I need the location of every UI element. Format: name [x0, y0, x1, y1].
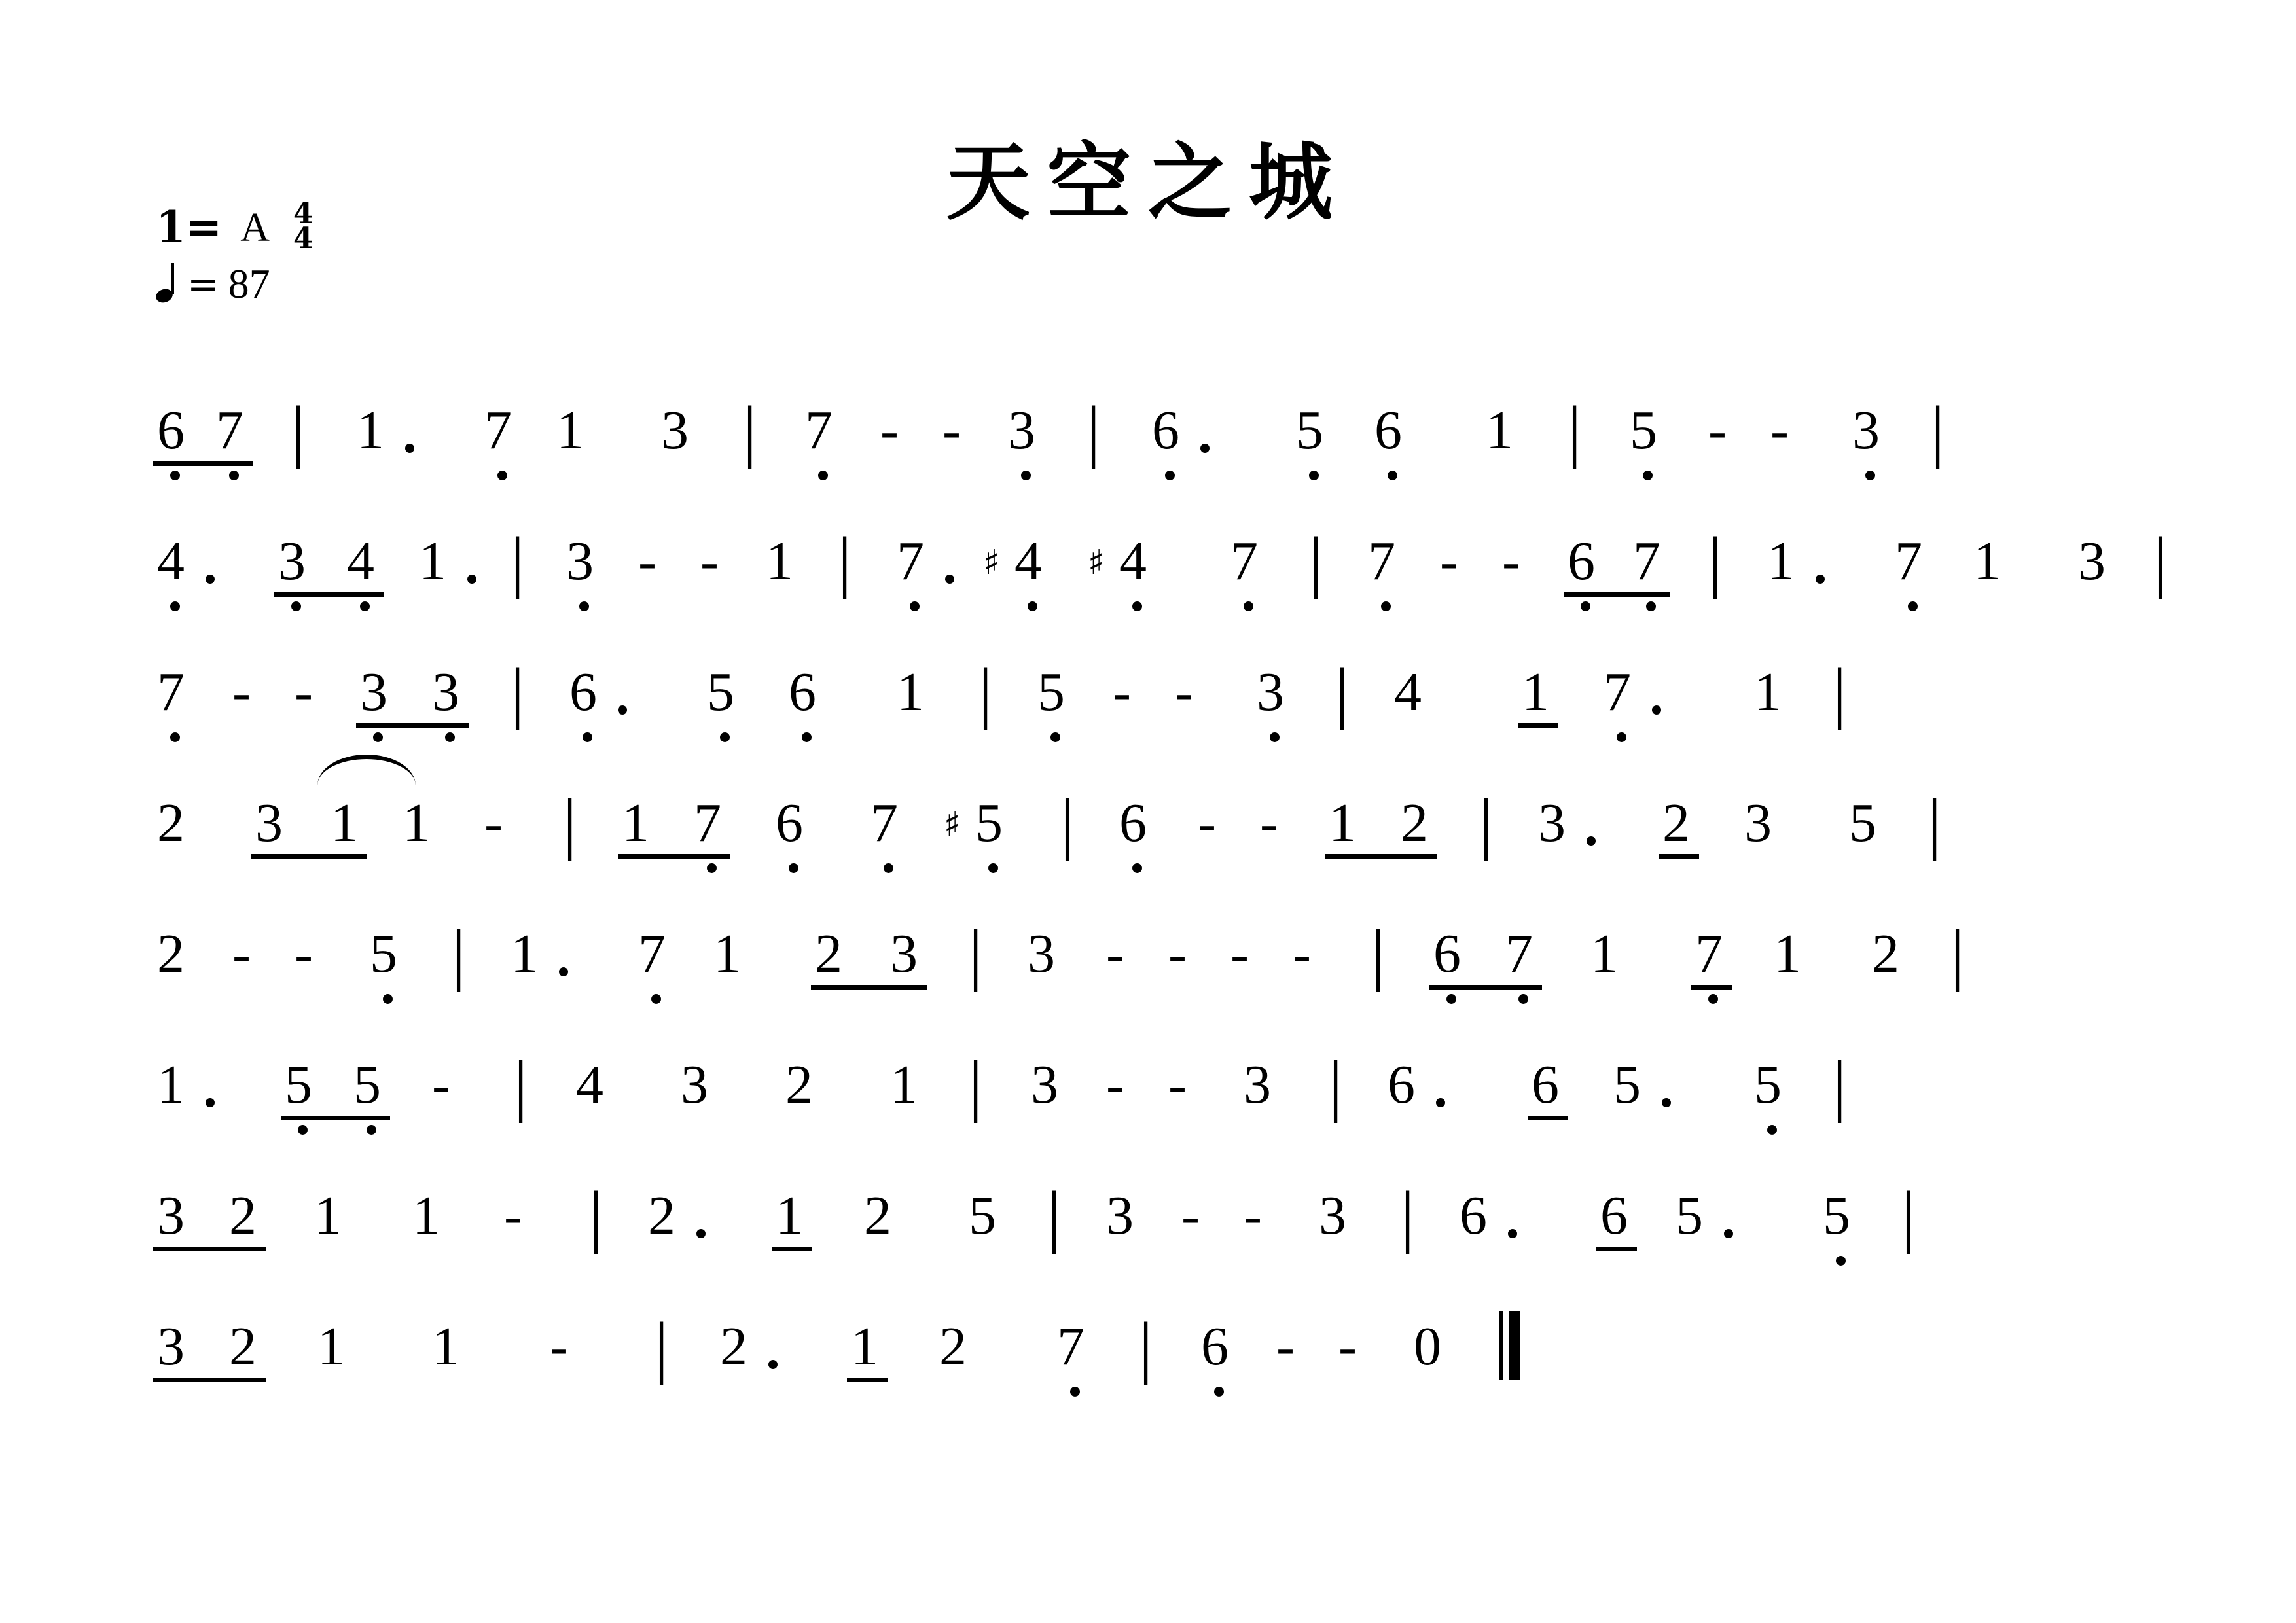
duration-dash: - [1181, 1185, 1200, 1246]
eighth-beam [847, 1378, 888, 1382]
barline: | [291, 392, 306, 469]
music-line-inner [157, 759, 2179, 890]
note-1: 1 [403, 793, 430, 853]
duration-dash: - [295, 923, 313, 984]
barline: | [2153, 523, 2168, 599]
score-header [156, 190, 314, 310]
octave-dot-low [720, 732, 730, 742]
octave-dot-low [445, 732, 455, 742]
augmentation-dot [696, 1229, 706, 1238]
octave-dot-low [1381, 601, 1391, 611]
barline: | [1047, 1177, 1062, 1254]
music-line [157, 1021, 2179, 1152]
octave-dot-low [1908, 601, 1918, 611]
note-3: 3 [432, 662, 459, 722]
barline: | [1568, 392, 1582, 469]
note-2: 2 [648, 1185, 675, 1246]
note-3: 3 [255, 793, 283, 853]
eighth-beam [356, 723, 469, 728]
note-1: 1 [766, 531, 793, 592]
barline: | [655, 1308, 669, 1385]
augmentation-dot [1587, 836, 1596, 846]
note-6: 6 [569, 662, 597, 722]
note-3: 3 [1106, 1185, 1134, 1246]
duration-dash: - [1113, 662, 1131, 722]
note-1: 1 [331, 793, 358, 853]
music-line-inner [157, 890, 2179, 1021]
note-1: 1 [776, 1185, 803, 1246]
note-5: 5 [1613, 1054, 1641, 1115]
note-1: 1 [419, 531, 446, 592]
note-5: 5 [1630, 400, 1657, 461]
octave-dot-low [789, 863, 798, 873]
octave-dot-low [884, 863, 893, 873]
octave-dot-low [1132, 863, 1142, 873]
duration-dash: - [1260, 793, 1278, 853]
eighth-beam [811, 985, 927, 990]
barline: | [1309, 523, 1323, 599]
key-value: A [240, 205, 270, 250]
note-0: 0 [1414, 1316, 1441, 1377]
music-line [157, 1152, 2179, 1283]
note-6: 6 [1388, 1054, 1415, 1115]
augmentation-dot [405, 444, 414, 453]
music-line [157, 366, 2179, 497]
octave-dot-low [383, 994, 393, 1004]
note-3: 3 [1852, 400, 1880, 461]
note-1: 1 [890, 1054, 918, 1115]
key-signature-row [156, 190, 314, 255]
duration-dash: - [232, 923, 251, 984]
note-1: 1 [713, 923, 741, 984]
barline: | [838, 523, 852, 599]
octave-dot-low [170, 601, 180, 611]
sharp-accidental-icon: ♯ [944, 805, 961, 844]
octave-dot-low [1021, 471, 1031, 480]
note-3: 3 [360, 662, 387, 722]
octave-dot-low [291, 601, 301, 611]
barline: | [589, 1177, 603, 1254]
note-6: 6 [776, 793, 803, 853]
octave-dot-low [1070, 1387, 1080, 1397]
note-2: 2 [939, 1316, 967, 1377]
duration-dash: - [1168, 1054, 1187, 1115]
octave-dot-low [497, 471, 507, 480]
note-3: 3 [566, 531, 594, 592]
octave-dot-low [1836, 1256, 1846, 1266]
note-7: 7 [1633, 531, 1660, 592]
note-1: 1 [412, 1185, 440, 1246]
note-4: 4 [157, 531, 185, 592]
augmentation-dot [206, 1098, 215, 1107]
octave-dot-low [1646, 601, 1656, 611]
octave-dot-low [1865, 471, 1875, 480]
octave-dot-low [802, 732, 812, 742]
note-1: 1 [511, 923, 538, 984]
music-line-inner [157, 628, 2179, 759]
barline: | [452, 916, 466, 992]
note-1: 1 [357, 400, 384, 461]
octave-dot-low [1617, 732, 1626, 742]
augmentation-dot [206, 575, 215, 584]
augmentation-dot [618, 705, 627, 715]
barline: | [1371, 916, 1386, 992]
note-5: 5 [1296, 400, 1323, 461]
barline: | [969, 1046, 983, 1123]
music-line-inner [157, 1152, 2179, 1283]
octave-dot-low [1309, 471, 1319, 480]
slur-arc [317, 755, 416, 785]
duration-dash: - [1770, 400, 1789, 461]
note-1: 1 [1590, 923, 1618, 984]
note-2: 2 [157, 793, 185, 853]
octave-dot-low [360, 601, 370, 611]
time-signature-denominator: 4 [293, 222, 314, 255]
barline: | [1479, 785, 1494, 861]
augmentation-dot [768, 1360, 778, 1369]
octave-dot-low [579, 601, 589, 611]
eighth-beam [772, 1247, 812, 1251]
note-3: 3 [157, 1316, 185, 1377]
octave-dot-low [1028, 601, 1037, 611]
note-1: 1 [1973, 531, 2001, 592]
octave-dot-low [373, 732, 383, 742]
eighth-beam [1564, 592, 1670, 597]
note-5: 5 [1849, 793, 1876, 853]
note-7: 7 [1895, 531, 1922, 592]
sharp-accidental-icon: ♯ [1088, 543, 1105, 582]
note-3: 3 [1538, 793, 1566, 853]
music-line-inner [157, 366, 2179, 497]
duration-dash: - [232, 662, 251, 722]
note-7: 7 [216, 400, 243, 461]
duration-dash: - [700, 531, 719, 592]
music-line [157, 628, 2179, 759]
augmentation-dot [945, 575, 954, 584]
note-5: 5 [1676, 1185, 1703, 1246]
note-6: 6 [1152, 400, 1179, 461]
note-3: 3 [1744, 793, 1772, 853]
augmentation-dot [559, 967, 568, 976]
note-1: 1 [314, 1185, 342, 1246]
note-7: 7 [694, 793, 721, 853]
duration-dash: - [1168, 923, 1187, 984]
octave-dot-low [1214, 1387, 1224, 1397]
eighth-beam [1596, 1247, 1637, 1251]
note-1: 1 [1754, 662, 1782, 722]
duration-dash: - [1198, 793, 1216, 853]
duration-dash: - [550, 1316, 568, 1377]
note-2: 2 [1662, 793, 1690, 853]
eighth-beam [281, 1116, 390, 1120]
note-6: 6 [1201, 1316, 1229, 1377]
note-3: 3 [661, 400, 689, 461]
barline: | [1060, 785, 1075, 861]
barline: | [1931, 392, 1945, 469]
duration-dash: - [880, 400, 899, 461]
octave-dot-low [298, 1125, 308, 1135]
note-3: 3 [1008, 400, 1035, 461]
note-5: 5 [707, 662, 734, 722]
barline: | [511, 523, 525, 599]
note-5: 5 [285, 1054, 312, 1115]
duration-dash: - [484, 793, 503, 853]
octave-dot-low [651, 994, 661, 1004]
music-line-inner [157, 1283, 2179, 1414]
note-3: 3 [1244, 1054, 1271, 1115]
duration-dash: - [1106, 923, 1124, 984]
note-4: 4 [1014, 531, 1042, 592]
note-6: 6 [157, 400, 185, 461]
music-line [157, 759, 2179, 890]
duration-dash: - [1244, 1185, 1262, 1246]
duration-dash: - [942, 400, 961, 461]
augmentation-dot [467, 575, 476, 584]
octave-dot-low [367, 1125, 376, 1135]
note-6: 6 [1374, 400, 1402, 461]
barline: | [1901, 1177, 1916, 1254]
octave-dot-low [170, 732, 180, 742]
note-4: 4 [347, 531, 374, 592]
note-1: 1 [1774, 923, 1801, 984]
octave-dot-low [818, 471, 828, 480]
note-1: 1 [1486, 400, 1513, 461]
barline: | [743, 392, 757, 469]
eighth-beam [153, 1378, 266, 1382]
duration-dash: - [1440, 531, 1458, 592]
note-1: 1 [1767, 531, 1795, 592]
note-2: 2 [229, 1185, 257, 1246]
note-5: 5 [1823, 1185, 1850, 1246]
note-5: 5 [370, 923, 397, 984]
note-1: 1 [851, 1316, 878, 1377]
note-2: 2 [785, 1054, 813, 1115]
duration-dash: - [1502, 531, 1520, 592]
quarter-note-icon [156, 263, 182, 305]
note-7: 7 [805, 400, 833, 461]
note-6: 6 [1119, 793, 1147, 853]
octave-dot-low [1643, 471, 1653, 480]
note-3: 3 [890, 923, 918, 984]
barline: | [978, 654, 993, 730]
note-7: 7 [1230, 531, 1258, 592]
note-3: 3 [278, 531, 306, 592]
octave-dot-low [1767, 1125, 1777, 1135]
tempo-value: 87 [228, 260, 270, 307]
duration-dash: - [295, 662, 313, 722]
duration-dash: - [1230, 923, 1249, 984]
barline: | [1335, 654, 1350, 730]
note-7: 7 [157, 662, 185, 722]
augmentation-dot [1652, 705, 1661, 715]
augmentation-dot [1508, 1229, 1517, 1238]
augmentation-dot [1436, 1098, 1445, 1107]
note-5: 5 [353, 1054, 381, 1115]
eighth-beam [1659, 854, 1699, 859]
eighth-beam [153, 1247, 266, 1251]
eighth-beam [618, 854, 730, 859]
octave-dot-low [1708, 994, 1718, 1004]
note-1: 1 [1522, 662, 1549, 722]
barline: | [1139, 1308, 1153, 1385]
eighth-beam [1528, 1116, 1568, 1120]
eighth-beam [251, 854, 367, 859]
octave-dot-low [1270, 732, 1280, 742]
note-6: 6 [1600, 1185, 1628, 1246]
note-4: 4 [1119, 531, 1147, 592]
note-6: 6 [1532, 1054, 1559, 1115]
eighth-beam [1429, 985, 1542, 990]
note-6: 6 [1568, 531, 1595, 592]
note-2: 2 [1872, 923, 1899, 984]
note-2: 2 [229, 1316, 257, 1377]
barline: | [1401, 1177, 1415, 1254]
octave-dot-low [1518, 994, 1528, 1004]
octave-dot-low [1581, 601, 1590, 611]
barline: | [511, 654, 525, 730]
augmentation-dot [1816, 575, 1825, 584]
note-5: 5 [975, 793, 1003, 853]
octave-dot-low [1446, 994, 1456, 1004]
barline: | [563, 785, 577, 861]
music-line [157, 890, 2179, 1021]
barline: | [1833, 654, 1847, 730]
note-3: 3 [1028, 923, 1055, 984]
note-3: 3 [2078, 531, 2106, 592]
note-5: 5 [969, 1185, 996, 1246]
note-3: 3 [1257, 662, 1284, 722]
barline: | [969, 916, 983, 992]
note-1: 1 [317, 1316, 345, 1377]
time-signature-numerator: 4 [293, 197, 314, 230]
note-1: 1 [1329, 793, 1356, 853]
barline: | [1329, 1046, 1343, 1123]
note-7: 7 [1368, 531, 1395, 592]
octave-dot-low [583, 732, 592, 742]
note-7: 7 [1505, 923, 1533, 984]
note-4: 4 [576, 1054, 603, 1115]
eighth-beam [153, 461, 253, 466]
note-1: 1 [622, 793, 649, 853]
duration-dash: - [1338, 1316, 1357, 1377]
time-signature [270, 197, 314, 255]
music-line-inner [157, 497, 2179, 628]
music-line [157, 1283, 2179, 1414]
duration-dash: - [1293, 923, 1311, 984]
note-2: 2 [864, 1185, 891, 1246]
augmentation-dot [1724, 1229, 1733, 1238]
eighth-beam [1691, 985, 1732, 990]
barline: | [1086, 392, 1101, 469]
duration-dash: - [1708, 400, 1727, 461]
eighth-beam [1325, 854, 1437, 859]
octave-dot-low [1388, 471, 1397, 480]
barline: | [514, 1046, 528, 1123]
note-7: 7 [638, 923, 666, 984]
duration-dash: - [432, 1054, 450, 1115]
duration-dash: - [1276, 1316, 1295, 1377]
tempo-row [156, 258, 314, 310]
key-label: 1= [156, 202, 223, 253]
note-3: 3 [1031, 1054, 1058, 1115]
augmentation-dot [1200, 444, 1210, 453]
duration-dash: - [1106, 1054, 1124, 1115]
eighth-beam [274, 592, 384, 597]
barline: | [1708, 523, 1723, 599]
octave-dot-low [1132, 601, 1142, 611]
note-7: 7 [484, 400, 512, 461]
note-7: 7 [870, 793, 898, 853]
music-line [157, 497, 2179, 628]
note-7: 7 [1604, 662, 1631, 722]
note-6: 6 [789, 662, 816, 722]
note-1: 1 [556, 400, 584, 461]
note-4: 4 [1394, 662, 1422, 722]
barline: | [1950, 916, 1965, 992]
octave-dot-low [1050, 732, 1060, 742]
note-3: 3 [157, 1185, 185, 1246]
note-6: 6 [1460, 1185, 1487, 1246]
duration-dash: - [504, 1185, 522, 1246]
music-line-inner [157, 1021, 2179, 1152]
note-3: 3 [681, 1054, 708, 1115]
note-2: 2 [1401, 793, 1428, 853]
note-2: 2 [720, 1316, 747, 1377]
note-5: 5 [1037, 662, 1065, 722]
barline: | [1833, 1046, 1847, 1123]
tempo-equals: = [187, 262, 219, 306]
barline: | [1928, 785, 1942, 861]
note-7: 7 [1057, 1316, 1085, 1377]
octave-dot-low [1165, 471, 1175, 480]
sharp-accidental-icon: ♯ [983, 543, 1000, 582]
octave-dot-low [1244, 601, 1253, 611]
octave-dot-low [988, 863, 998, 873]
duration-dash: - [1175, 662, 1193, 722]
note-6: 6 [1433, 923, 1461, 984]
augmentation-dot [1662, 1098, 1671, 1107]
octave-dot-low [170, 471, 180, 480]
eighth-beam [1518, 723, 1558, 728]
note-1: 1 [157, 1054, 185, 1115]
note-5: 5 [1754, 1054, 1782, 1115]
note-7: 7 [1695, 923, 1723, 984]
octave-dot-low [910, 601, 920, 611]
page-title: 天空之城 [946, 134, 1350, 232]
octave-dot-low [229, 471, 239, 480]
octave-dot-low [707, 863, 717, 873]
note-2: 2 [157, 923, 185, 984]
note-1: 1 [432, 1316, 459, 1377]
note-2: 2 [815, 923, 842, 984]
note-1: 1 [897, 662, 924, 722]
note-7: 7 [897, 531, 924, 592]
duration-dash: - [638, 531, 656, 592]
note-3: 3 [1319, 1185, 1346, 1246]
